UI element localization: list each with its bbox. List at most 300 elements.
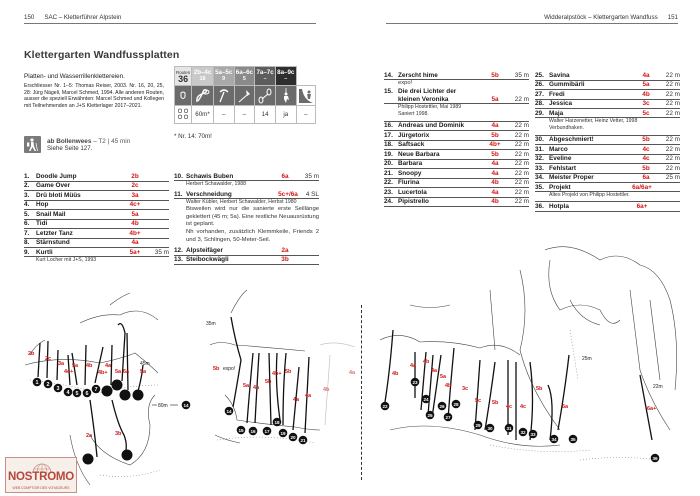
route-name: Jürgetorix bbox=[398, 131, 430, 139]
topo-route-marker bbox=[519, 428, 528, 437]
route-name: Flurina bbox=[398, 179, 420, 187]
topo-grade-label: 4a bbox=[349, 370, 356, 376]
approach-from: ab Bollenwees bbox=[47, 137, 92, 145]
topo-route-marker bbox=[249, 427, 258, 436]
topo-grade-label: 4a bbox=[431, 368, 438, 374]
route-item bbox=[24, 201, 169, 211]
svg-text:4: 4 bbox=[66, 389, 70, 396]
route-item bbox=[24, 210, 169, 220]
approach-see-page: Siehe Seite 127. bbox=[47, 144, 93, 152]
svg-text:19: 19 bbox=[280, 430, 286, 436]
topo-route-marker bbox=[529, 430, 538, 439]
route-note: Herbert Schawalder, 1988 bbox=[186, 180, 246, 187]
svg-text:20: 20 bbox=[290, 434, 296, 440]
grade-count: 9 bbox=[222, 76, 226, 82]
route-item bbox=[384, 131, 529, 141]
topo-grade-label: 4a bbox=[293, 397, 300, 403]
topo-route-marker bbox=[33, 378, 42, 387]
route-number: 30. bbox=[535, 136, 544, 144]
topo-height-label: 25m bbox=[582, 356, 592, 362]
route-name: Alpsteifäger bbox=[186, 246, 223, 254]
route-name: Verschneidung bbox=[186, 190, 232, 198]
route-number: 29. bbox=[535, 109, 544, 117]
route-number: 4. bbox=[24, 201, 30, 208]
svg-text:35: 35 bbox=[570, 436, 576, 442]
route-item bbox=[535, 155, 680, 165]
route-length: 22 m bbox=[665, 136, 680, 144]
route-name: Die drei Lichter der bbox=[398, 87, 457, 95]
svg-text:33: 33 bbox=[530, 431, 536, 437]
svg-text:6: 6 bbox=[85, 390, 89, 397]
route-name: Fehlstart bbox=[549, 164, 576, 172]
route-number: 3. bbox=[24, 191, 30, 199]
route-grade: 5b bbox=[491, 150, 499, 158]
topo-grade-label: 5c bbox=[475, 398, 482, 404]
topo-route-marker bbox=[474, 421, 483, 430]
route-number: 35. bbox=[535, 183, 544, 191]
topo-grade-label: 2a bbox=[86, 433, 93, 439]
route-grade: 3c bbox=[642, 100, 650, 107]
nuts-value: – bbox=[234, 106, 255, 124]
route-length: 22 m bbox=[665, 164, 680, 172]
route-grade: 5c bbox=[642, 109, 650, 117]
topo-route-marker bbox=[299, 436, 308, 445]
grade-band-8a-9c bbox=[275, 67, 296, 86]
topo-grade-label: 4a bbox=[410, 363, 417, 369]
svg-text:24: 24 bbox=[423, 396, 429, 402]
route-grade: 4b bbox=[642, 90, 650, 98]
route-length: 22 m bbox=[514, 122, 529, 130]
rope-length-value: 60m* bbox=[192, 106, 214, 124]
route-number: 19. bbox=[384, 150, 393, 158]
topo-height-label: 22m bbox=[653, 384, 663, 390]
routes-total-cell bbox=[175, 67, 192, 86]
topo-route-marker bbox=[426, 411, 435, 420]
route-grade: 4b bbox=[491, 198, 499, 206]
svg-text:2: 2 bbox=[46, 381, 50, 388]
route-name: Snoopy bbox=[398, 169, 422, 177]
route-grade: 4b+ bbox=[489, 141, 501, 149]
route-name: Jessica bbox=[549, 100, 573, 107]
route-number: 32. bbox=[535, 155, 544, 163]
topo-route-marker bbox=[182, 401, 191, 410]
route-item bbox=[535, 174, 680, 184]
route-name: Neue Barbara bbox=[398, 150, 440, 158]
route-grade: 4c bbox=[642, 145, 650, 153]
route-grade: 5b bbox=[491, 71, 499, 79]
route-item bbox=[24, 182, 169, 192]
route-grade: 5b bbox=[642, 136, 650, 144]
topo-grade-label: 4b+ bbox=[98, 370, 108, 376]
route-length: 22 m bbox=[514, 131, 529, 139]
route-number: 23. bbox=[384, 188, 393, 196]
route-item bbox=[174, 172, 319, 188]
topo-route-marker bbox=[550, 435, 559, 444]
route-item bbox=[535, 164, 680, 174]
route-grade: 5a bbox=[491, 95, 499, 103]
route-name: Snail Mail bbox=[36, 210, 66, 218]
route-length: 22 m bbox=[514, 198, 529, 206]
svg-text:7: 7 bbox=[94, 386, 98, 393]
route-item bbox=[24, 220, 169, 230]
running-title: SAC – Kletterführer Alpstein bbox=[44, 14, 122, 21]
svg-text:1: 1 bbox=[35, 379, 39, 386]
topo-route-marker bbox=[381, 402, 390, 411]
topo-grade-label: 6a bbox=[562, 404, 569, 410]
route-grade: 6a bbox=[642, 174, 650, 182]
svg-text:23: 23 bbox=[412, 379, 418, 385]
route-number: 7. bbox=[24, 229, 30, 237]
topo-grade-label: 3b bbox=[115, 431, 122, 437]
intro-lead: Platten- und Wasserrillenklettereien. bbox=[24, 73, 125, 80]
route-note: Kurt Locher mit J+S, 1993 bbox=[36, 256, 97, 263]
route-length: 25 m bbox=[665, 174, 680, 182]
route-name: Maja bbox=[549, 109, 564, 117]
topo-route-marker bbox=[486, 424, 495, 433]
route-note: expo! bbox=[398, 79, 413, 86]
route-number: 11. bbox=[174, 190, 183, 198]
topo-grade-label: 5b bbox=[536, 386, 543, 392]
route-grade: 5a+ bbox=[129, 248, 141, 256]
route-name: Zerscht hime bbox=[398, 71, 438, 79]
page-number: 150 bbox=[24, 14, 35, 21]
route-item bbox=[384, 188, 529, 198]
top-rope-icon bbox=[275, 86, 296, 106]
topo-route-marker bbox=[569, 435, 578, 444]
intro bbox=[24, 73, 164, 109]
topo-route-marker bbox=[120, 390, 131, 401]
grade-band-7a-7c bbox=[255, 67, 276, 86]
topo-sector-22-36 bbox=[370, 230, 700, 496]
route-length: 22 m bbox=[665, 90, 680, 98]
route-number: 20. bbox=[384, 160, 393, 168]
bouldering-icon bbox=[296, 86, 315, 106]
topo-sector-14-21 bbox=[195, 285, 365, 496]
svg-text:28: 28 bbox=[453, 401, 459, 407]
route-name: Game Over bbox=[36, 182, 71, 189]
route-length: 22 m bbox=[665, 81, 680, 88]
topo-grade-label: 4b bbox=[423, 359, 430, 365]
topo-grade-label: 6a+ bbox=[647, 406, 657, 412]
route-grade: 3b bbox=[281, 256, 289, 264]
route-grade: 5a bbox=[131, 210, 139, 218]
route-number: 12. bbox=[174, 246, 183, 254]
route-name: Stärnstund bbox=[36, 239, 70, 246]
cams-value: – bbox=[213, 106, 234, 124]
route-number: 25. bbox=[535, 71, 544, 79]
route-length: 22 m bbox=[665, 100, 680, 107]
route-number: 13. bbox=[174, 256, 183, 264]
route-item bbox=[384, 71, 529, 87]
route-item bbox=[24, 191, 169, 201]
approach-info bbox=[24, 136, 130, 153]
nuts-icon bbox=[234, 86, 255, 106]
topo-grade-label: 3a bbox=[58, 361, 65, 367]
grade-row bbox=[175, 67, 316, 86]
topo-route-marker bbox=[438, 402, 447, 411]
route-name: Hotpla bbox=[549, 202, 569, 210]
topo-grade-label: 2c bbox=[45, 356, 52, 362]
route-name: Andreas und Dominik bbox=[398, 122, 465, 130]
top-rope-value: ja bbox=[275, 106, 296, 124]
route-item bbox=[384, 198, 529, 208]
route-name-continued: kleinen Veronika bbox=[398, 95, 449, 103]
route-number: 6. bbox=[24, 220, 30, 227]
svg-text:18: 18 bbox=[274, 419, 280, 425]
topo-route-marker bbox=[289, 433, 298, 442]
route-note: Philipp Hostettler, Mai 1989 bbox=[398, 103, 462, 110]
route-length: 35 m bbox=[304, 172, 319, 180]
route-number: 17. bbox=[384, 131, 393, 139]
topo-grade-label: 4b bbox=[86, 363, 93, 369]
route-info-table bbox=[174, 66, 316, 124]
route-gear-description: Nh vorhanden, zusätzlich Klemmkeile, Friends 2 und 3, Schlingen, 50-Meter-Seil. bbox=[186, 229, 319, 243]
table-footnote: * Nr. 14: 70m! bbox=[174, 133, 212, 140]
route-name: Saftsack bbox=[398, 141, 425, 149]
route-item bbox=[384, 141, 529, 151]
route-list-25-36 bbox=[535, 71, 680, 212]
route-length: 22 m bbox=[514, 179, 529, 187]
topo-grade-label: 5a bbox=[72, 363, 79, 369]
route-grade: 4a bbox=[131, 239, 139, 246]
svg-text:17: 17 bbox=[264, 428, 270, 434]
topo-route-marker bbox=[83, 454, 94, 465]
topo-grade-label: 5b bbox=[285, 369, 292, 375]
grade-range: 8a–9c bbox=[277, 68, 295, 76]
grade-range: 5a–5c bbox=[215, 68, 233, 76]
route-grade: 6a bbox=[281, 172, 289, 180]
route-item bbox=[174, 256, 319, 266]
routes-label: Routen bbox=[176, 69, 191, 75]
grade-count: 5 bbox=[242, 76, 246, 82]
route-number: 26. bbox=[535, 81, 544, 88]
topo-grade-label: 4a bbox=[305, 393, 312, 399]
topo-route-marker bbox=[505, 424, 514, 433]
topo-route-marker bbox=[225, 407, 234, 416]
quickdraws-icon bbox=[255, 86, 276, 106]
route-item bbox=[174, 190, 319, 245]
route-grade: 2c bbox=[131, 182, 139, 189]
topo-route-marker bbox=[444, 413, 453, 422]
topo-route-marker bbox=[422, 395, 431, 404]
route-item bbox=[24, 239, 169, 249]
route-item bbox=[535, 201, 680, 212]
route-grade: 6a+ bbox=[636, 202, 648, 210]
route-grade: 4b+ bbox=[129, 229, 141, 237]
running-title: Widderalpstöck – Klettergarten Wandfuss bbox=[544, 14, 658, 21]
route-name: Drü bloti Müüs bbox=[36, 191, 81, 199]
svg-text:32: 32 bbox=[520, 429, 526, 435]
route-grade: 2b bbox=[131, 172, 139, 180]
svg-text:36: 36 bbox=[652, 455, 658, 461]
route-grade: 4c bbox=[642, 155, 650, 163]
route-item bbox=[384, 160, 529, 170]
svg-text:3: 3 bbox=[56, 385, 60, 392]
route-name: Letzter Tanz bbox=[36, 229, 73, 237]
topo-route-marker bbox=[273, 418, 282, 427]
route-item bbox=[535, 100, 680, 110]
topo-route-marker bbox=[54, 384, 63, 393]
topo-grade-label: 4a bbox=[105, 363, 112, 369]
route-length: 22 m bbox=[514, 169, 529, 177]
topo-grade-label: 5b bbox=[492, 400, 499, 406]
route-name: Fredi bbox=[549, 90, 565, 98]
route-name: Meister Proper bbox=[549, 174, 594, 182]
topo-route-marker bbox=[73, 389, 82, 398]
equipment-icon-row bbox=[175, 86, 316, 106]
hiker-icon bbox=[24, 136, 41, 153]
equipment-value-row bbox=[175, 106, 316, 124]
running-head-right bbox=[386, 14, 678, 24]
route-number: 2. bbox=[24, 182, 30, 189]
topo-grade-label: 3c bbox=[462, 386, 469, 392]
route-item bbox=[384, 87, 529, 119]
route-grade: 4a bbox=[642, 71, 650, 79]
route-name: Hop bbox=[36, 201, 49, 208]
page-number: 151 bbox=[667, 14, 678, 21]
topo-route-marker bbox=[133, 390, 144, 401]
svg-text:5: 5 bbox=[75, 390, 79, 397]
svg-text:30: 30 bbox=[487, 425, 493, 431]
topo-grade-label: 2b bbox=[28, 351, 35, 357]
route-grade: 5c+/6a bbox=[278, 190, 298, 198]
route-name: Marco bbox=[549, 145, 568, 153]
svg-text:31: 31 bbox=[506, 425, 512, 431]
route-item bbox=[535, 183, 680, 199]
topo-route-marker bbox=[237, 426, 246, 435]
route-number: 27. bbox=[535, 90, 544, 98]
nostromo-watermark-logo bbox=[5, 457, 77, 493]
route-number: 31. bbox=[535, 145, 544, 153]
topo-route-marker bbox=[263, 427, 272, 436]
route-length: 22 m bbox=[514, 188, 529, 196]
route-note: Saniert 1998. bbox=[398, 111, 429, 118]
topo-route-marker bbox=[92, 385, 101, 394]
route-item bbox=[535, 135, 680, 146]
route-number: 21. bbox=[384, 169, 393, 177]
topo-route-marker bbox=[83, 389, 92, 398]
route-length: 22 m bbox=[514, 95, 529, 103]
route-item bbox=[24, 229, 169, 239]
route-name: Lucertola bbox=[398, 188, 427, 196]
grade-band-6a-6c bbox=[234, 67, 255, 86]
route-item bbox=[535, 109, 680, 133]
svg-text:14: 14 bbox=[183, 402, 189, 408]
topo-grade-label: 5a bbox=[243, 383, 250, 389]
route-grade: 4a bbox=[491, 160, 499, 168]
route-item bbox=[535, 71, 680, 81]
route-number: 16. bbox=[384, 122, 393, 130]
route-name: Eveline bbox=[549, 155, 572, 163]
route-list-1-9 bbox=[24, 172, 169, 264]
route-name: Schawis Buben bbox=[186, 172, 234, 180]
topo-route-marker bbox=[44, 380, 53, 389]
topo-grade-label: 4b bbox=[445, 383, 452, 389]
grade-range: 2b–4c bbox=[193, 68, 212, 76]
route-item bbox=[535, 90, 680, 100]
route-number: 28. bbox=[535, 100, 544, 107]
route-number: 5. bbox=[24, 210, 30, 218]
topo-grade-label: 5b bbox=[265, 379, 272, 385]
route-grade: 4b bbox=[491, 179, 499, 187]
route-item bbox=[24, 248, 169, 264]
route-grade: 4b bbox=[131, 220, 139, 227]
topo-route-marker bbox=[64, 388, 73, 397]
topo-expo-label: expo! bbox=[223, 366, 236, 372]
svg-text:26: 26 bbox=[439, 403, 445, 409]
route-length: 4 SL bbox=[305, 190, 319, 198]
route-length: 22 m bbox=[514, 150, 529, 158]
topo-grade-label: 4c+ bbox=[64, 369, 74, 375]
topo-route-marker bbox=[651, 454, 660, 463]
approach-difficulty-time: – T2 | 45 min bbox=[93, 137, 131, 145]
route-number: 14. bbox=[384, 71, 393, 79]
svg-text:15: 15 bbox=[238, 427, 244, 433]
route-number: 24. bbox=[384, 198, 393, 206]
route-note: Walter Kübler, Herbert Schawalder, Herbst 1980 bbox=[186, 198, 297, 205]
watermark-brand: NOSTROMO bbox=[7, 471, 75, 483]
topo-grade-label: 6a bbox=[123, 369, 130, 375]
topo-distance-label: 80m bbox=[158, 403, 168, 409]
route-note: Walter Harzenetter, Heinz Vetter, 1998 bbox=[549, 117, 638, 124]
route-number: 33. bbox=[535, 164, 544, 172]
topo-join-line bbox=[361, 305, 362, 480]
topo-grade-label: 5a bbox=[140, 369, 147, 375]
route-number: 18. bbox=[384, 141, 393, 149]
topo-grade-label: 4b bbox=[392, 371, 399, 377]
topo-grade-label: 5b bbox=[213, 366, 220, 372]
svg-text:27: 27 bbox=[445, 414, 451, 420]
route-number: 9. bbox=[24, 248, 30, 256]
quickdraw-cams-icon bbox=[213, 86, 234, 106]
route-grade: 3a bbox=[131, 191, 139, 199]
grade-band-5a-5c bbox=[213, 67, 234, 86]
routes-total: 36 bbox=[178, 74, 189, 84]
route-item bbox=[384, 179, 529, 189]
route-length: 22 m bbox=[514, 141, 529, 149]
topo-route-marker bbox=[112, 380, 123, 391]
topo-grade-label: 4a bbox=[253, 385, 260, 391]
grade-range: 7a–7c bbox=[256, 68, 274, 76]
route-grade: 4a bbox=[491, 188, 499, 196]
watermark-tagline: WEB COMPTOIR DES VOYAGEURS bbox=[12, 486, 70, 490]
route-item bbox=[24, 172, 169, 182]
svg-text:29: 29 bbox=[475, 422, 481, 428]
route-name: Gummibärli bbox=[549, 81, 585, 88]
svg-text:21: 21 bbox=[300, 437, 306, 443]
route-length: 22 m bbox=[665, 71, 680, 79]
route-item bbox=[535, 145, 680, 155]
topo-height-label: 35m bbox=[206, 321, 216, 327]
topo-height-label: 45m bbox=[140, 361, 150, 367]
route-number: 15. bbox=[384, 87, 393, 95]
topo-grade-label: 4b bbox=[323, 387, 330, 393]
grade-band-2b-4c bbox=[192, 67, 214, 86]
route-grade: 2a bbox=[281, 246, 289, 254]
grade-range: 6a–6c bbox=[235, 68, 253, 76]
svg-text:16: 16 bbox=[250, 428, 256, 434]
route-number: 34. bbox=[535, 174, 544, 182]
topo-grade-label: 4c bbox=[520, 404, 527, 410]
svg-text:14: 14 bbox=[226, 408, 232, 414]
route-number: 1. bbox=[24, 172, 30, 180]
grade-count: – bbox=[284, 76, 288, 82]
route-length: 35 m bbox=[514, 71, 529, 79]
route-number: 22. bbox=[384, 179, 393, 187]
route-grade: 5b bbox=[642, 164, 650, 172]
topo-grade-label: 5a bbox=[440, 374, 447, 380]
route-item bbox=[535, 81, 680, 91]
